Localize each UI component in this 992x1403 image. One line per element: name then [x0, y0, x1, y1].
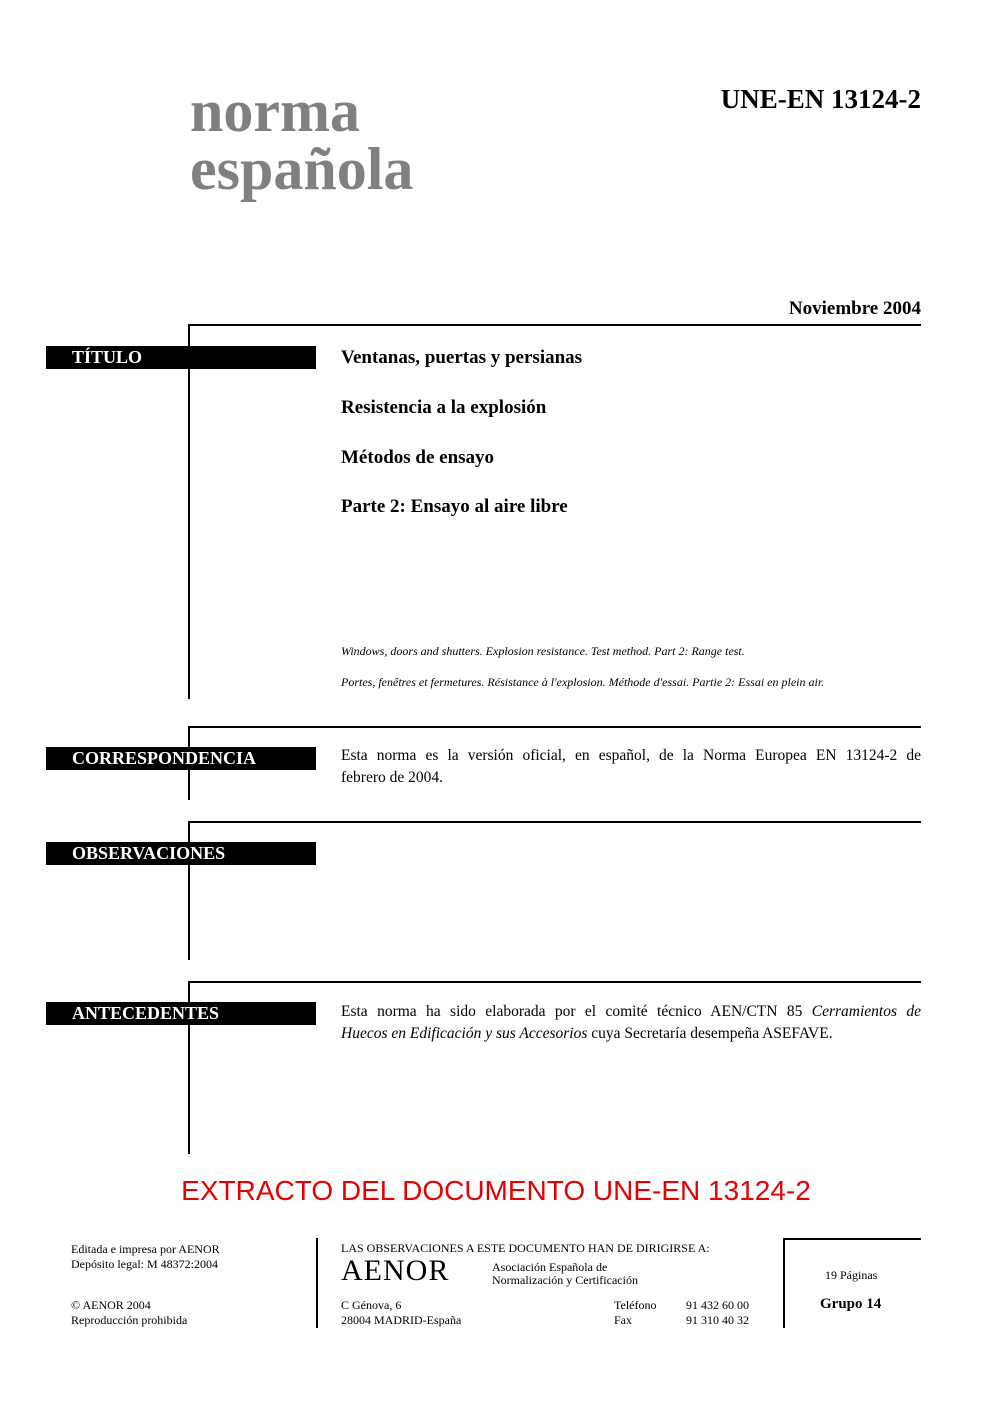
title-french: Portes, fenêtres et fermetures. Résistance à l'explosion. Méthode d'essai. Partie 2: Essai en plein air. — [341, 675, 825, 689]
aenor-logo: AENOR — [341, 1254, 450, 1287]
footer-deposit: Depósito legal: M 48372:2004 — [71, 1257, 218, 1271]
footer-observations-to: LAS OBSERVACIONES A ESTE DOCUMENTO HAN DE DIRIGIRSE A: — [341, 1241, 710, 1255]
section-vertical-rule-titulo — [188, 324, 190, 699]
footer-association-line-1: Asociación Española de — [492, 1260, 608, 1274]
section-divider-antecedentes — [188, 981, 921, 983]
extract-notice: EXTRACTO DEL DOCUMENTO UNE-EN 13124-2 — [181, 1175, 811, 1206]
price-group: Grupo 14 — [820, 1296, 882, 1312]
footer-fax-label: Fax — [614, 1313, 632, 1327]
section-label-titulo: TÍTULO — [46, 346, 316, 369]
section-divider-correspondencia — [188, 726, 921, 728]
footer-divider-left — [316, 1238, 318, 1328]
brand-title — [190, 78, 414, 202]
antecedentes-line2-plain: cuya Secretaría desempeña ASEFAVE. — [587, 1025, 833, 1042]
title-line-2: Resistencia a la explosión — [341, 397, 547, 418]
footer-edited: Editada e impresa por AENOR — [71, 1242, 220, 1256]
antecedentes-line1-plain: Esta norma ha sido elaborada por el comité técnico AEN/CTN 85 — [341, 1003, 812, 1020]
footer-phone-label: Teléfono — [614, 1298, 657, 1312]
footer-association-line-2: Normalización y Certificación — [492, 1273, 638, 1287]
title-english: Windows, doors and shutters. Explosion resistance. Test method. Part 2: Range test. — [341, 644, 745, 658]
page-count: 19 Páginas — [825, 1268, 878, 1282]
correspondencia-text-line-1: Esta norma es la versión oficial, en español, de la Norma Europea EN 13124-2 de — [341, 747, 921, 764]
footer-reproduction: Reproducción prohibida — [71, 1313, 188, 1327]
footer-copyright: © AENOR 2004 — [71, 1298, 151, 1312]
section-label-correspondencia: CORRESPONDENCIA — [46, 747, 316, 770]
footer-fax-value: 91 310 40 32 — [686, 1313, 749, 1327]
footer-address-line-2: 28004 MADRID-España — [341, 1313, 462, 1327]
publication-date: Noviembre 2004 — [788, 298, 921, 319]
antecedentes-text-line-2 — [341, 1023, 921, 1045]
section-divider-titulo — [188, 324, 921, 326]
antecedentes-line1-italic: Cerramientos de — [811, 1003, 921, 1020]
footer-divider-right — [783, 1238, 785, 1328]
brand-line-1: norma — [190, 78, 360, 144]
antecedentes-line2-italic: Huecos en Edificación y sus Accesorios — [341, 1025, 588, 1042]
antecedentes-text-line-1 — [341, 1001, 921, 1023]
section-label-antecedentes: ANTECEDENTES — [46, 1002, 316, 1025]
section-label-observaciones: OBSERVACIONES — [46, 842, 316, 865]
title-line-1: Ventanas, puertas y persianas — [341, 347, 583, 368]
footer-phone-value: 91 432 60 00 — [686, 1298, 749, 1312]
footer-box-top-rule — [783, 1238, 921, 1240]
title-line-4: Parte 2: Ensayo al aire libre — [341, 496, 568, 517]
footer-address-line-1: C Génova, 6 — [341, 1298, 402, 1312]
section-divider-observaciones — [188, 821, 921, 823]
correspondencia-text-line-2: febrero de 2004. — [341, 769, 443, 786]
brand-line-2: española — [190, 136, 414, 202]
title-line-3: Métodos de ensayo — [341, 447, 495, 468]
standard-code: UNE-EN 13124-2 — [720, 84, 921, 114]
